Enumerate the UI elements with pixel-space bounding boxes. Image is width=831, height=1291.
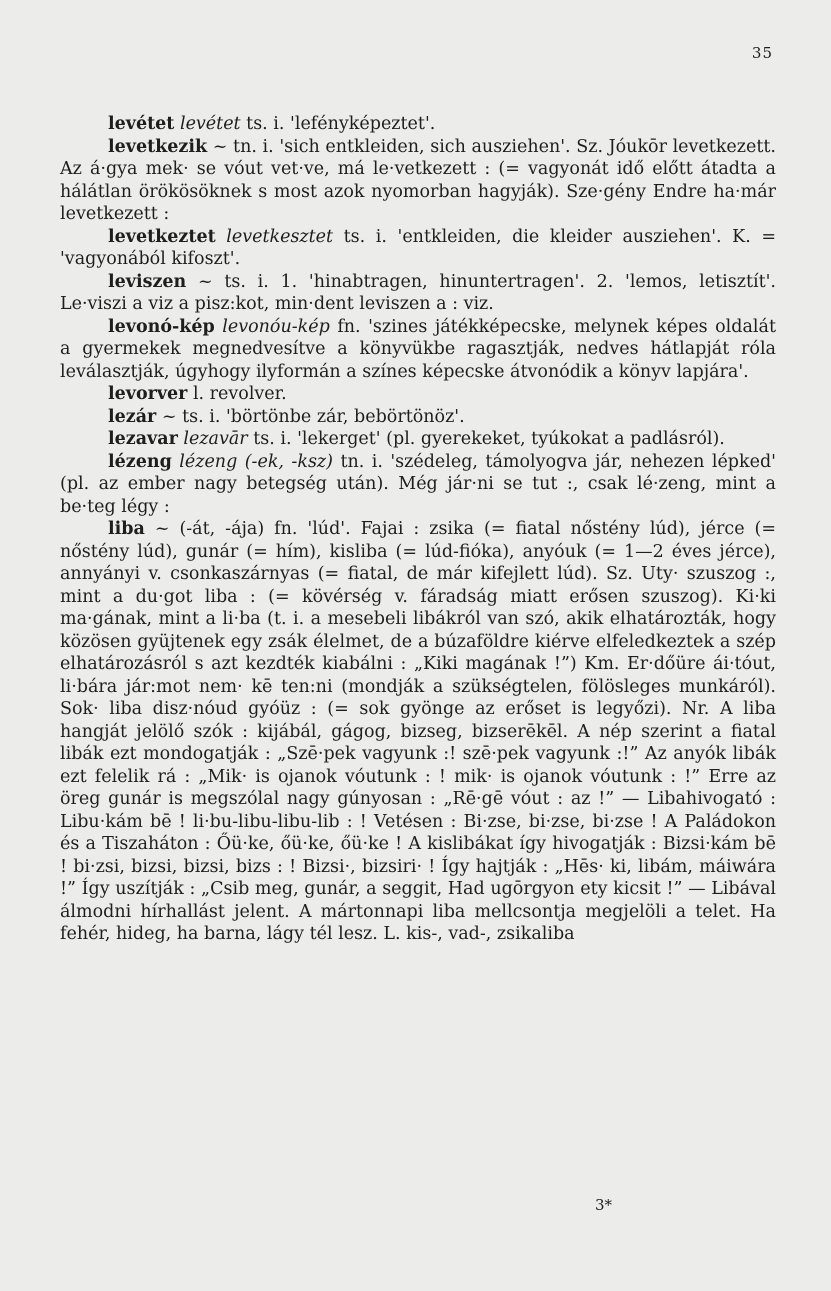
entry-levetet [60, 113, 776, 136]
headword-pronunciation: levétet [179, 114, 241, 134]
page-number: 35 [751, 44, 773, 62]
headword: levonó-kép [108, 316, 215, 337]
headword: leviszen [108, 271, 187, 292]
entry-body: ~ ts. i. 1. 'hinabtragen, hinuntertragen'. 2. 'lemos, letisztít'. Le·viszi a viz a pisz:kot, min·dent leviszen a : viz. [60, 271, 776, 314]
entry-levono-kep [60, 316, 776, 384]
entry-lezeng [60, 451, 776, 519]
entry-body: ts. i. 'lekerget' (pl. gyerekeket, tyúkokat a padlásról). [253, 429, 725, 449]
entry-body: ~ ts. i. 'börtönbe zár, bebörtönöz'. [161, 406, 465, 427]
headword-pronunciation: levetkesztet [226, 226, 334, 247]
headword: levétet [108, 114, 175, 134]
entry-body: ts. i. 'lefényképeztet'. [246, 114, 436, 134]
headword: levetkezik [108, 136, 208, 157]
entry-body: ~ (-át, -ája) fn. 'lúd'. Fajai : zsika (= fiatal nőstény lúd), jérce (= nőstény lúd), gunár (= hím), kisliba (= lúd-fióka), anyóuk (= 1—2 éves jérce), annyányi v. csonkaszárnyas (= fiatal, de már kifejlett lúd). Sz. Uty· szuszog :, mint a du·got liba : (= kövérség v. fáradság miatt erősen szuszog). Ki·ki ma·gának, mint a li·ba (t. i. a mesebeli libákról van szó, akik elhatározták, hogy közösen gyüjtenek egy zsák élelmet, de a búzaföldre kiérve elfeledkeztek a szép elhatározásról s azt kezdték kiabálni : „Kiki magának !”) Km. Er·dőüre ái·tóut, li·bára jár:mot nem· kē ten:ni (mondják a szükségtelen, fölösleges munkáról). Sok· liba disz·nóud gyóüz : (= sok gyönge az erőset is legyőzi). Nr. A liba hangját jelölő szók : kijábál, gágog, bizseg, bizserēkēl. A nép szerint a fiatal libák ezt mondogatják : „Szē·pek vagyunk :! szē·pek vagyunk :!” Az anyók libák ezt felelik rá : „Mik· is ojanok vóutunk : ! mik· is ojanok vóutunk : !” Erre az öreg gunár is megszólal nagy gúnyosan : „Rē·gē vóut : az !” — Libahivogató : Libu·kám bē ! li·bu-libu-libu-lib : ! Vetésen : Bi·zse, bi·zse, bi·zse ! A Paládokon és a Tiszaháton : Őü·ke, őü·ke, őü·ke ! A kislibákat így hivogatják : Bizsi·kám bē ! bi·zsi, bizsi, bizsi, bizs : ! Bizsi·, bizsiri· ! Így hajtják : „Hēs· ki, libám, máiwára !” Így uszítják : „Csib meg, gunár, a seggit, Had ugōrgyon ety kicsit !” — Libával álmodni hírhallást jelent. A mártonnapi liba mellcsontja megjelöli a telet. Ha fehér, hideg, ha barna, lágy tél lesz. L. kis-, vad-, zsikaliba [60, 519, 776, 944]
entry-liba [60, 518, 776, 946]
headword-pronunciation: levonóu-kép [222, 316, 330, 337]
headword: lézeng [108, 451, 172, 472]
entry-levetkeztet [60, 226, 776, 271]
entry-body: l. revolver. [192, 384, 287, 404]
entry-body: tn. i. 'szédeleg, támolyogva jár, nehezen lépked' (pl. az ember nagy betegség után). Még jár·ni se tut :, csak lé·zeng, mint a be·teg légy : [60, 451, 776, 517]
headword: liba [108, 519, 145, 539]
entry-lezavar [60, 428, 776, 451]
entry-body: ts. i. 'entkleiden, die kleider ausziehen'. K. = 'vagyonából kifoszt'. [60, 226, 776, 269]
entry-levorver [60, 383, 776, 406]
headword: levetkeztet [108, 226, 216, 247]
entry-body: fn. 'szines játékképecske, melynek képes oldalát a gyermekek megnedvesítve a könyvükbe ragasztják, nedves hátlapját róla leválasztják, úgyhogy ilyformán a színes képecske átvonódik a könyv lapjára'. [60, 316, 776, 382]
headword: levorver [108, 384, 188, 404]
entry-lezar [60, 406, 776, 429]
headword-pronunciation: lézeng (-ek, -ksz) [179, 451, 333, 472]
entry-levetkezik [60, 136, 776, 226]
headword: lezavar [108, 429, 178, 449]
entry-body: ~ tn. i. 'sich entkleiden, sich ausziehen'. Sz. Jóukōr levetkezett. Az á·gyа mek· se vóut vet·ve, má le·vetkezett : (= vagyonát idő előtt átadta a hálátlan örökösöknek s most azok nyomorban hagyják). Sze·gény Endre ha·már levetkezett : [60, 136, 776, 224]
text-column [60, 113, 776, 946]
headword: lezár [108, 406, 157, 427]
entry-leviszen [60, 271, 776, 316]
headword-pronunciation: lezavār [183, 429, 248, 449]
signature-mark: 3* [594, 1196, 612, 1214]
